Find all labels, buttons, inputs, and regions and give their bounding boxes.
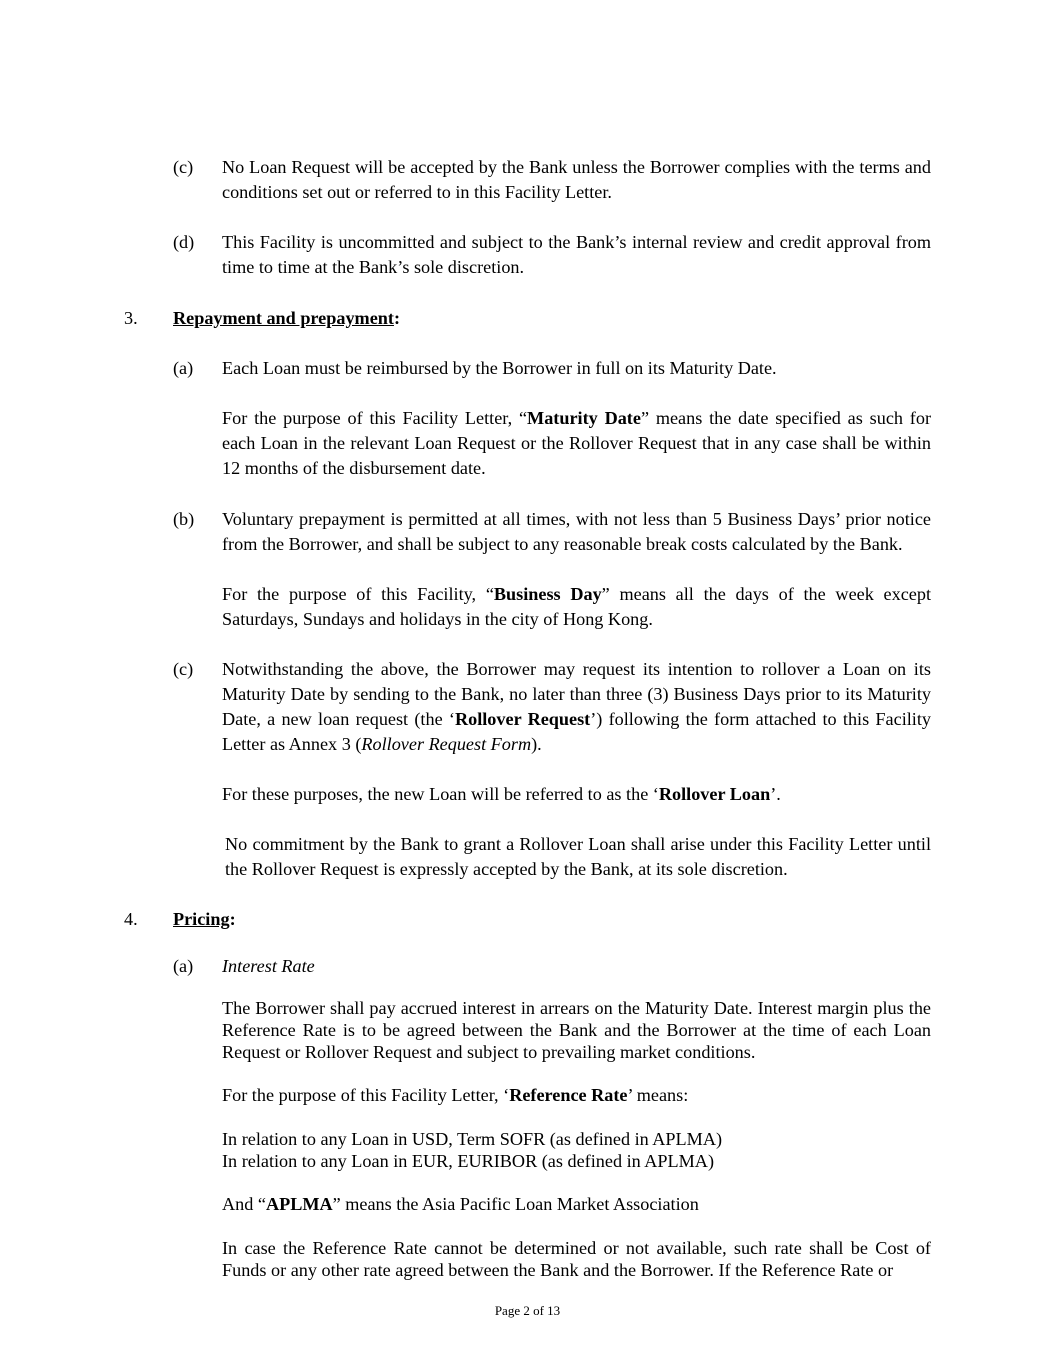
clause-3b-label: (b)	[173, 509, 195, 529]
reference-rate-definition: For the purpose of this Facility Letter, ‘Reference Rate’ means:	[222, 1085, 689, 1105]
clause-2c-text: No Loan Request will be accepted by the Bank unless the Borrower complies with the terms and conditions set out or referred to in this Facility Letter.	[222, 157, 931, 202]
clause-3-number: 3.	[124, 308, 138, 328]
rollover-commitment-text: No commitment by the Bank to grant a Rollover Loan shall arise under this Facility Letter until the Rollover Request is expressly accepted by the Bank, at its sole discretion.	[225, 834, 931, 879]
clause-3c-text: Notwithstanding the above, the Borrower may request its intention to rollover a Loan on its Maturity Date by sending to the Bank, no later than three (3) Business Days prior to its Maturity Date, a new loan request (the ‘Rollover Request’) following the form attached to this Facility Letter as Annex 3 (Rollover Request Form).	[222, 659, 932, 754]
clause-3c-label: (c)	[173, 659, 194, 679]
business-day-definition: For the purpose of this Facility, “Business Day” means all the days of the week except Saturdays, Sundays and holidays in the city of Hong Kong.	[222, 584, 931, 629]
reference-rate-eur: In relation to any Loan in EUR, EURIBOR (as defined in APLMA)	[222, 1151, 714, 1171]
clause-2d-text: This Facility is uncommitted and subject to the Bank’s internal review and credit approval from time to time at the Bank’s sole discretion.	[222, 232, 931, 277]
clause-4-number: 4.	[124, 909, 138, 929]
clause-3b-text: Voluntary prepayment is permitted at all times, with not less than 5 Business Days’ prior notice from the Borrower, and shall be subject to any reasonable break costs calculated by the Bank.	[222, 509, 931, 554]
reference-rate-usd: In relation to any Loan in USD, Term SOFR (as defined in APLMA)	[222, 1129, 723, 1149]
clause-4-heading: Pricing:	[173, 909, 236, 929]
clause-4a-label: (a)	[173, 956, 194, 976]
rollover-loan-definition: For these purposes, the new Loan will be referred to as the ‘Rollover Loan’.	[222, 784, 781, 804]
maturity-date-definition: For the purpose of this Facility Letter, “Maturity Date” means the date specified as such for each Loan in the relevant Loan Request or the Rollover Request that in any case shall be within 12 months of the disbursement date.	[222, 408, 931, 478]
fallback-rate-paragraph: In case the Reference Rate cannot be determined or not available, such rate shall be Cost of Funds or any other rate agreed between the Bank and the Borrower. If the Reference Rate or	[222, 1238, 931, 1280]
clause-3a-label: (a)	[173, 358, 194, 378]
page-number: Page 2 of 13	[494, 1303, 561, 1318]
clause-2c-label: (c)	[173, 157, 194, 177]
clause-3-heading: Repayment and prepayment:	[173, 308, 401, 328]
aplma-definition: And “APLMA” means the Asia Pacific Loan Market Association	[222, 1194, 699, 1214]
clause-3a-text: Each Loan must be reimbursed by the Borrower in full on its Maturity Date.	[222, 358, 777, 378]
interest-paragraph: The Borrower shall pay accrued interest in arrears on the Maturity Date. Interest margin plus the Reference Rate is to be agreed between the Bank and the Borrower at the time of each Loan Request or Rollover Request and subject to prevailing market conditions.	[222, 998, 931, 1062]
interest-rate-title: Interest Rate	[222, 956, 315, 976]
clause-2d-label: (d)	[173, 232, 195, 252]
